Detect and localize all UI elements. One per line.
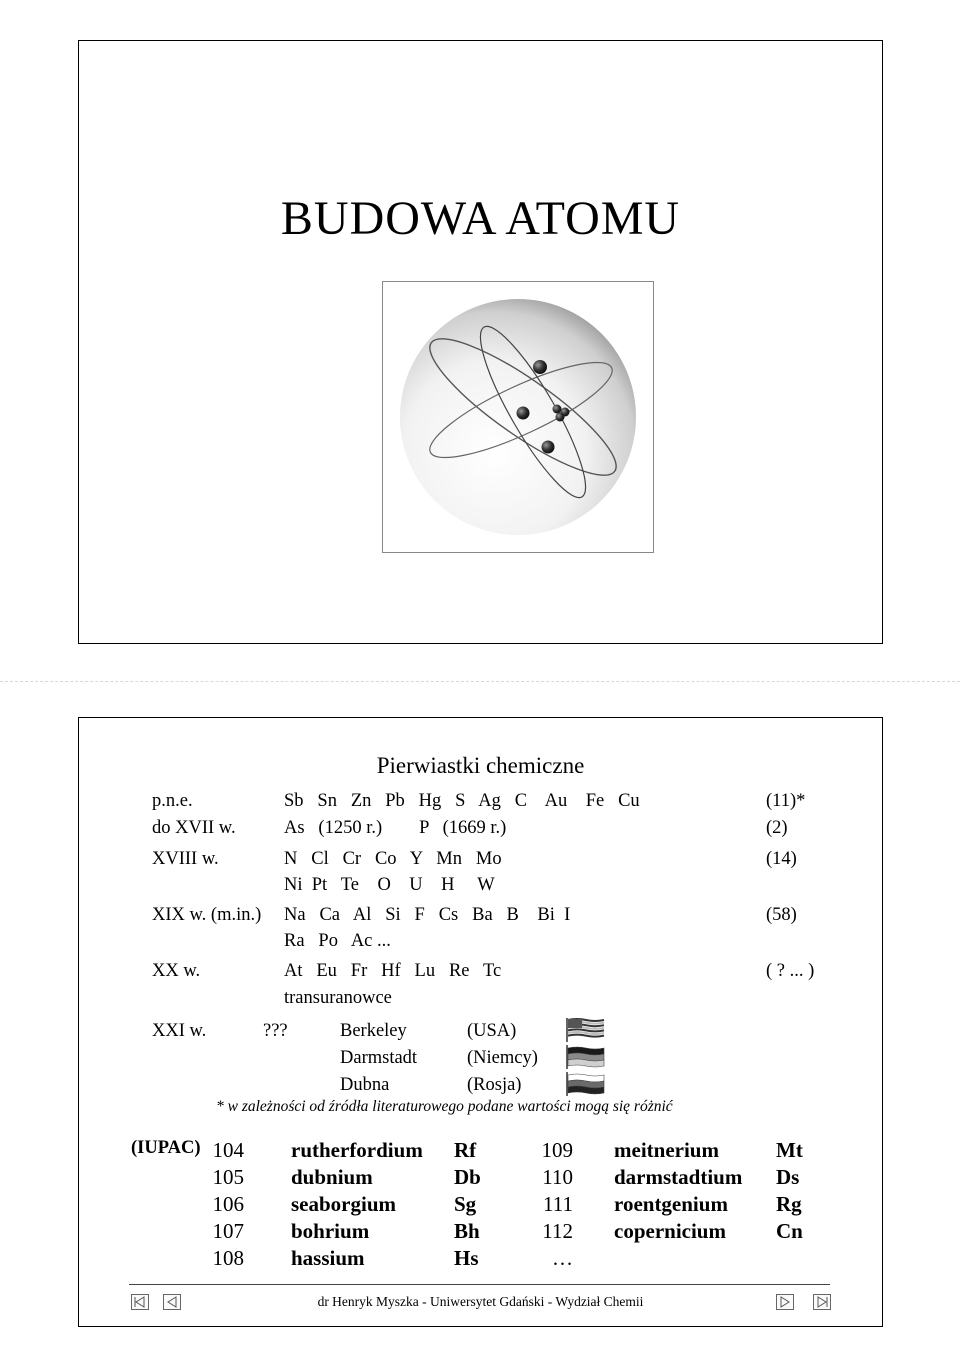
atom-model-icon — [382, 281, 654, 553]
last-page-icon[interactable] — [813, 1294, 831, 1310]
element-count: (11)* — [766, 791, 806, 811]
footer-divider — [129, 1284, 830, 1285]
era-label: XVIII w. — [152, 849, 219, 869]
elements-list: As (1250 r.) P (1669 r.) — [284, 818, 507, 838]
element-number: 105 — [212, 1165, 244, 1189]
element-count: ( ? ... ) — [766, 961, 815, 981]
element-symbol: Db — [454, 1165, 481, 1189]
element-symbol: Sg — [454, 1192, 477, 1216]
element-symbol: Mt — [776, 1138, 803, 1162]
prev-page-icon[interactable] — [163, 1294, 181, 1310]
footer-text: dr Henryk Myszka - Uniwersytet Gdański - Wydział Chemii — [317, 1294, 644, 1309]
lab-country: (Rosja) — [467, 1075, 522, 1095]
element-symbol: Bh — [454, 1219, 480, 1243]
element-symbol: Cn — [776, 1219, 803, 1243]
era-label: do XVII w. — [152, 818, 236, 838]
element-number: 107 — [212, 1219, 244, 1243]
first-page-icon[interactable] — [131, 1294, 149, 1310]
elements-list: N Cl Cr Co Y Mn Mo — [284, 849, 502, 869]
elements-list: transuranowce — [284, 988, 392, 1008]
usa-flag-icon — [565, 1018, 605, 1040]
slide-1-title: BUDOWA ATOMU — [280, 192, 681, 245]
element-number: 108 — [212, 1246, 244, 1270]
element-number: 110 — [542, 1165, 573, 1189]
era-label: p.n.e. — [152, 791, 193, 811]
page-separator — [0, 681, 960, 682]
xxi-question-marks: ??? — [263, 1021, 288, 1041]
lab-country: (USA) — [467, 1021, 517, 1041]
elements-list: Ra Po Ac ... — [284, 931, 391, 951]
elements-list: Sb Sn Zn Pb Hg S Ag C Au Fe Cu — [284, 791, 640, 811]
element-number: 111 — [543, 1192, 573, 1216]
era-label: XXI w. — [152, 1021, 207, 1041]
slide-2-title: Pierwiastki chemiczne — [376, 753, 585, 778]
elements-list: Ni Pt Te O U H W — [284, 875, 495, 895]
element-number: 109 — [541, 1138, 573, 1162]
element-name: hassium — [291, 1246, 365, 1270]
lab-name: Dubna — [340, 1075, 390, 1095]
lab-name: Darmstadt — [340, 1048, 418, 1068]
element-name: darmstadtium — [614, 1165, 743, 1189]
next-page-icon[interactable] — [776, 1294, 794, 1310]
element-name: seaborgium — [291, 1192, 396, 1216]
element-symbol: Rg — [776, 1192, 802, 1216]
element-name: bohrium — [291, 1219, 370, 1243]
elements-list: At Eu Fr Hf Lu Re Tc — [284, 961, 502, 981]
element-symbol: Rf — [454, 1138, 477, 1162]
element-name: copernicium — [614, 1219, 726, 1243]
russia-flag-icon — [565, 1072, 605, 1094]
element-name: roentgenium — [614, 1192, 728, 1216]
germany-flag-icon — [565, 1045, 605, 1067]
element-number: … — [552, 1246, 573, 1270]
slide-1 — [78, 40, 883, 644]
slide-2 — [78, 717, 883, 1327]
element-number: 104 — [212, 1138, 244, 1162]
element-name: dubnium — [291, 1165, 373, 1189]
era-label: XIX w. (m.in.) — [152, 905, 262, 925]
element-count: (2) — [766, 818, 788, 838]
element-count: (58) — [766, 905, 797, 925]
element-number: 112 — [542, 1219, 573, 1243]
lab-name: Berkeley — [340, 1021, 407, 1041]
footnote: * w zależności od źródła literaturowego podane wartości mogą się różnić — [216, 1098, 673, 1115]
lab-country: (Niemcy) — [467, 1048, 538, 1068]
element-symbol: Hs — [454, 1246, 479, 1270]
era-label: XX w. — [152, 961, 201, 981]
iupac-label: (IUPAC) — [131, 1138, 201, 1158]
element-name: meitnerium — [614, 1138, 719, 1162]
elements-list: Na Ca Al Si F Cs Ba B Bi I — [284, 905, 571, 925]
element-name: rutherfordium — [291, 1138, 423, 1162]
element-number: 106 — [212, 1192, 244, 1216]
element-symbol: Ds — [776, 1165, 800, 1189]
element-count: (14) — [766, 849, 797, 869]
